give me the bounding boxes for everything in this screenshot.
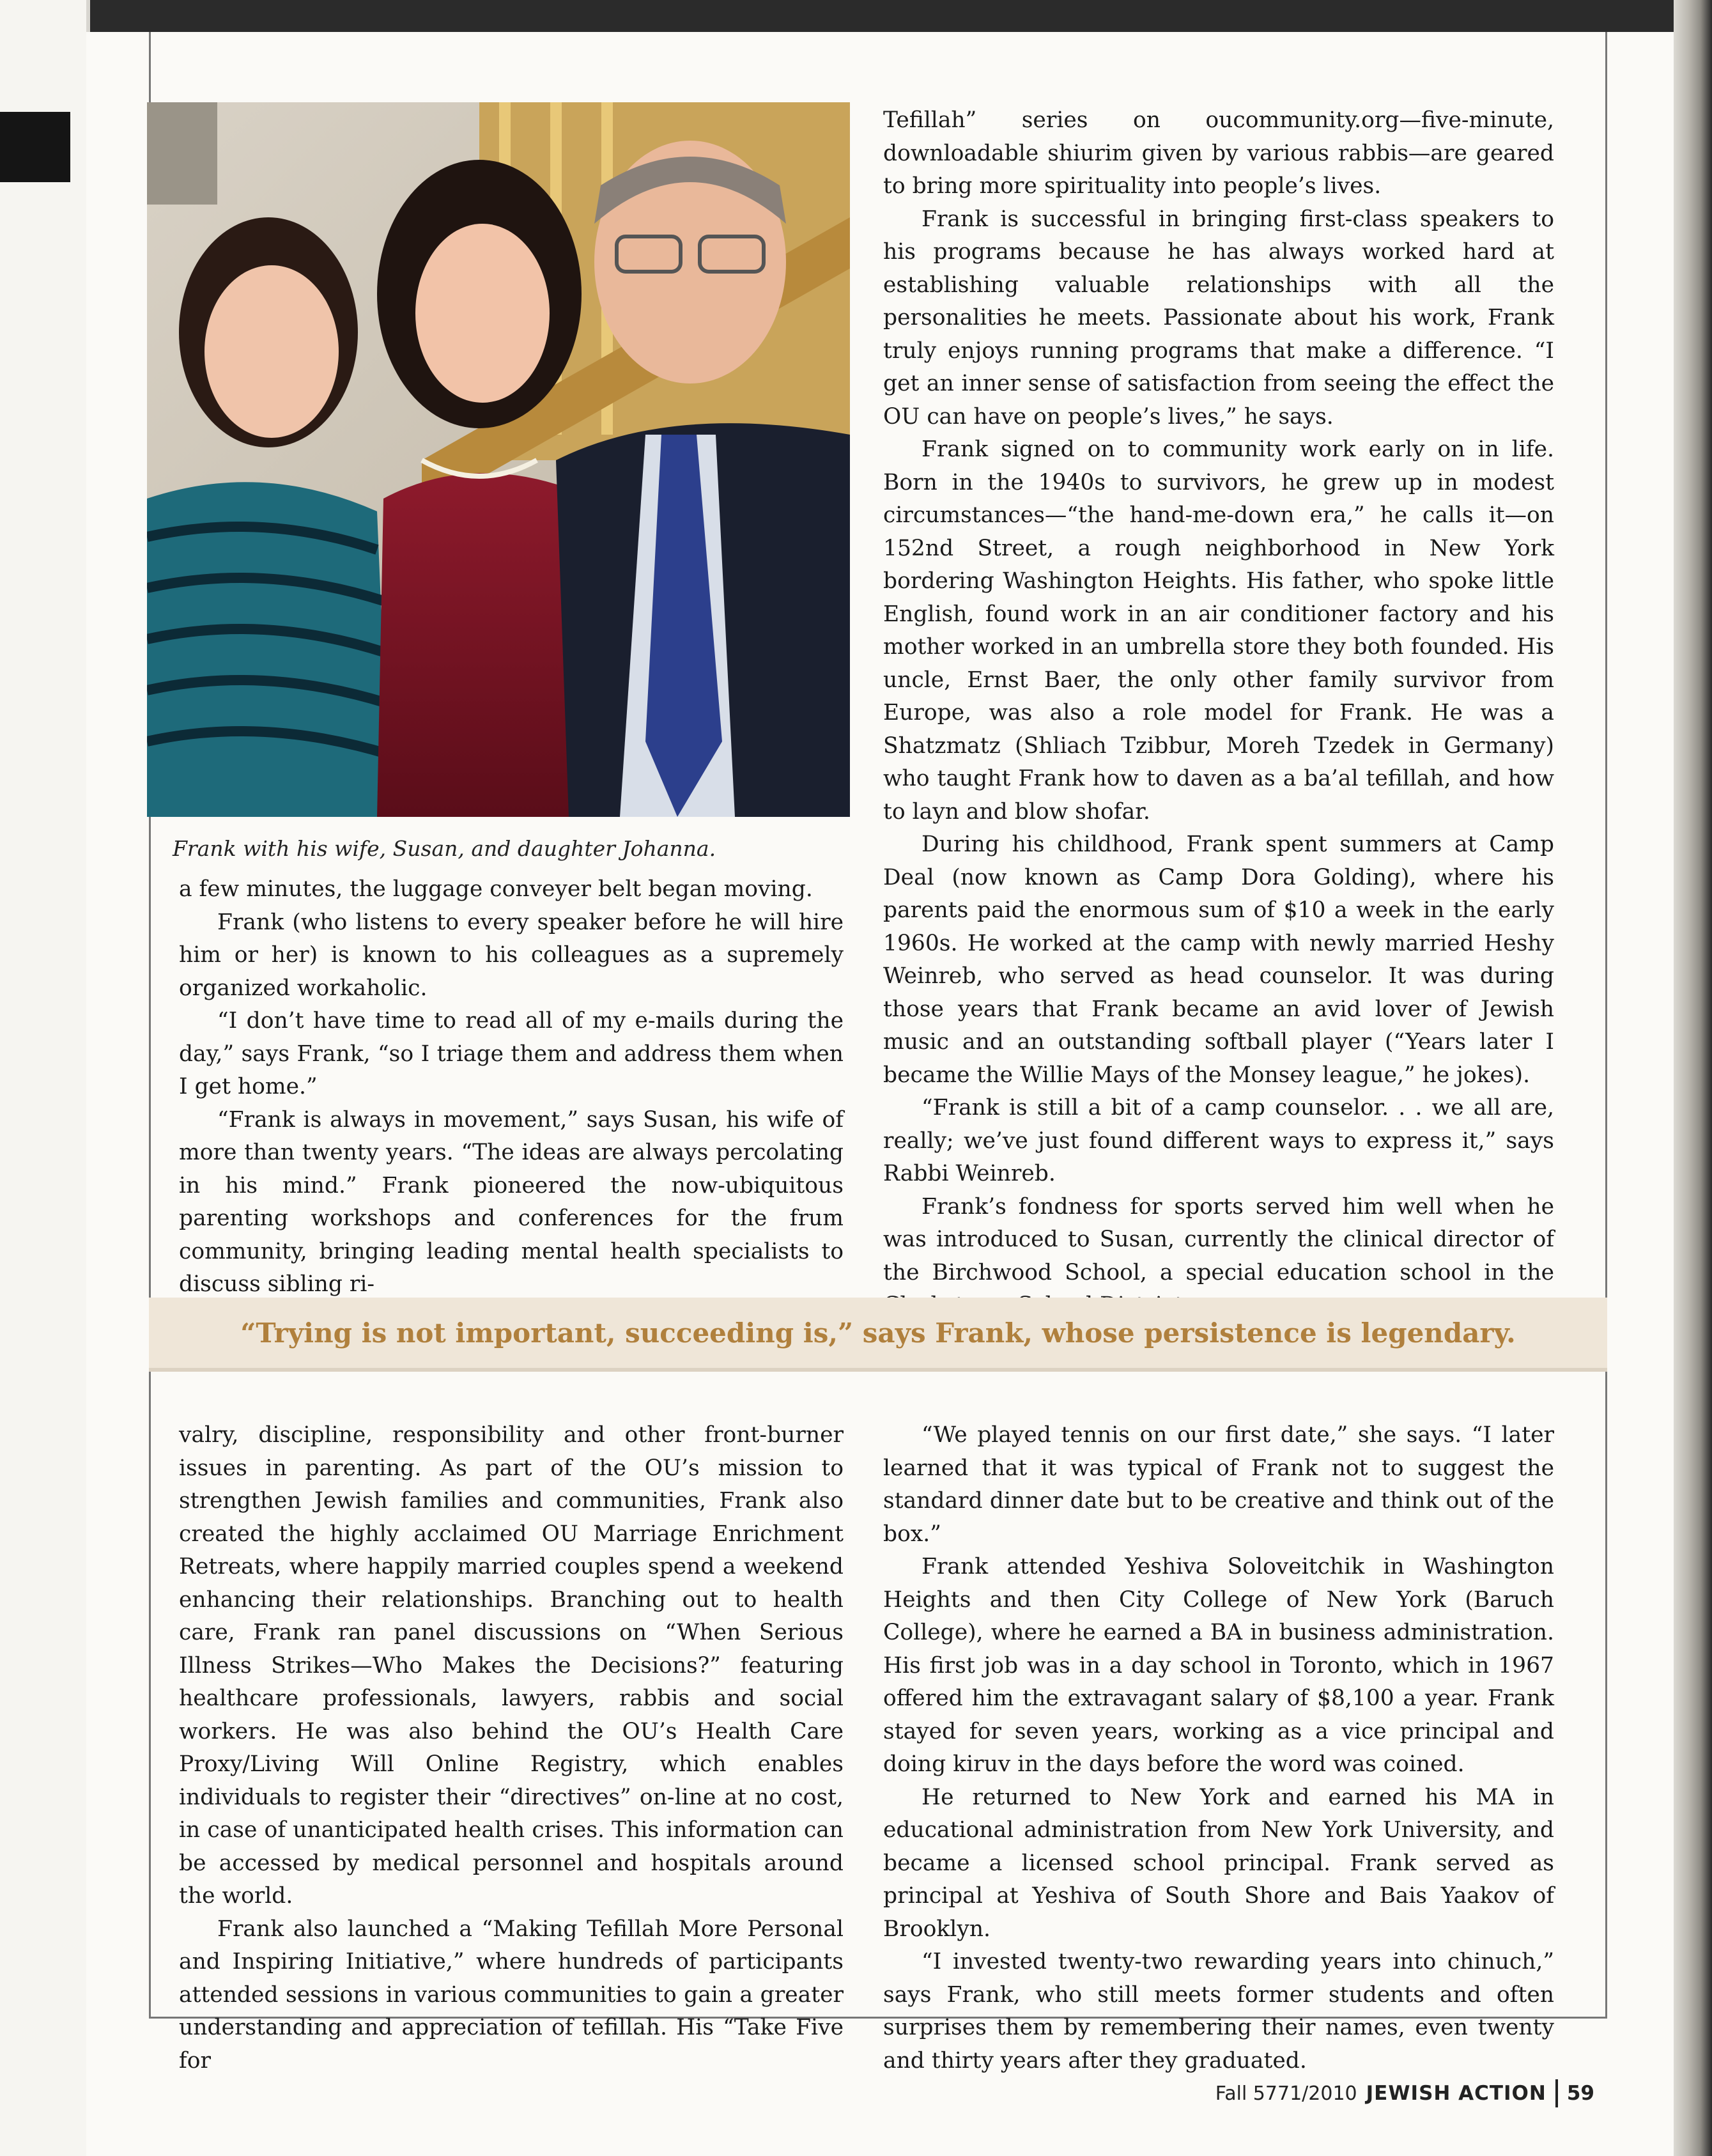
page-footer	[1215, 2077, 1594, 2109]
paragraph: Frank (who listens to every speaker before he will hire him or her) is known to his colleagues as a supremely organized workaholic.	[179, 909, 844, 1001]
column-right-top	[883, 104, 1554, 1322]
paragraph: Tefillah” series on oucommunity.org—five-minute, downloadable shiurim given by various rabbis—are geared to bring more spirituality into people’s lives.	[883, 107, 1554, 199]
photo-caption: Frank with his wife, Susan, and daughter Johanna.	[173, 836, 716, 861]
magazine-page	[86, 32, 1674, 2156]
magazine-name: JEWISH ACTION	[1366, 2082, 1546, 2105]
scan-tab-mark	[0, 112, 70, 182]
page-number: 59	[1566, 2082, 1594, 2105]
family-photo	[147, 102, 850, 817]
footer-divider	[1555, 2079, 1558, 2107]
paragraph: “Frank is still a bit of a camp counselor. . . we all are, really; we’ve just found different ways to express it,” says Rabbi Weinreb.	[883, 1095, 1554, 1186]
scan-left-edge	[0, 0, 90, 2156]
paragraph: valry, discipline, responsibility and other front-burner issues in parenting. As part of the OU’s mission to strengthen Jewish families and communities, Frank also created the highly acclaimed OU Marriage Enrichment Retreats, where happily married couples spend a weekend enhancing their relationships. Branching out to health care, Frank ran panel discussions on “When Serious Illness Strikes—Who Makes the Decisions?” featuring healthcare professionals, lawyers, rabbis and social workers. He was also behind the OU’s Health Care Proxy/Living Will Online Registry, which enables individuals to register their “directives” on-line at no cost, in case of unanticipated health crises. This information can be accessed by medical personnel and hospitals around the world.	[179, 1422, 844, 1909]
paragraph: He returned to New York and earned his MA in educational administration from New York University, and became a licensed school principal. Frank served as principal at Yeshiva of South Shore and Bais Yaakov of Brooklyn.	[883, 1784, 1554, 1942]
paragraph: Frank attended Yeshiva Soloveitchik in Washington Heights and then City College of New York (Baruch College), where he earned a BA in business administration. His first job was in a day school in Toronto, which in 1967 offered him the extravagant salary of $8,100 a year. Frank stayed for seven years, working as a vice principal and doing kiruv in the days before the word was coined.	[883, 1554, 1554, 1777]
paragraph: “We played tennis on our first date,” she says. “I later learned that it was typical of Frank not to suggest the standard dinner date but to be creative and think out of the box.”	[883, 1422, 1554, 1547]
column-right-bottom	[883, 1419, 1554, 2077]
paragraph: During his childhood, Frank spent summers at Camp Deal (now known as Camp Dora Golding), where his parents paid the enormous sum of $10 a week in the early 1960s. He worked at the camp with newly married Heshy Weinreb, who served as head counselor. It was during those years that Frank became an avid lover of Jewish music and an outstanding softball player (“Years later I became the Willie Mays of the Monsey league,” he jokes).	[883, 832, 1554, 1088]
paragraph: “I don’t have time to read all of my e-mails during the day,” says Frank, “so I triage them and address them when I get home.”	[179, 1008, 844, 1099]
paragraph: Frank is successful in bringing first-class speakers to his programs because he has always worked hard at establishing valuable relationships with all the personalities he meets. Passionate about his work, Frank truly enjoys running programs that make a difference. “I get an inner sense of satisfaction from seeing the effect the OU can have on people’s lives,” he says.	[883, 206, 1554, 430]
issue-date: Fall 5771/2010	[1215, 2082, 1357, 2105]
column-left-bottom	[179, 1419, 844, 2077]
paragraph: “Frank is always in movement,” says Susan, his wife of more than twenty years. “The ideas are always percolating in his mind.” Frank pioneered the now-ubiquitous parenting workshops and conferences for the frum community, bringing leading mental health specialists to discuss sibling ri-	[179, 1106, 844, 1297]
pull-quote: “Trying is not important, succeeding is,” says Frank, whose persistence is legendary.	[240, 1317, 1516, 1349]
scan-right-edge	[1674, 0, 1712, 2156]
paragraph: Frank signed on to community work early on in life. Born in the 1940s to survivors, he grew up in modest circumstances—“the hand-me-down era,” he calls it—on 152nd Street, a rough neighborhood in New York bordering Washington Heights. His father, who spoke little English, found work in an air conditioner factory and his mother worked in an umbrella store they both founded. His uncle, Ernst Baer, the only other family survivor from Europe, was also a role model for Frank. He was a Shatzmatz (Shliach Tzibbur, Moreh Tzedek in Germany) who taught Frank how to daven as a ba’al tefillah, and how to layn and blow shofar.	[883, 437, 1554, 825]
paragraph: Frank’s fondness for sports served him well when he was introduced to Susan, currently the clinical director of the Birchwood School, a special education school in the	[883, 1193, 1554, 1285]
paragraph: “I invested twenty-two rewarding years into chinuch,” says Frank, who still meets former students and often surprises them by remembering their names, even twenty and thirty years after they graduated.	[883, 1949, 1554, 2074]
paragraph: Frank also launched a “Making Tefillah More Personal and Inspiring Initiative,” where hundreds of participants attended sessions in various communities to gain a greater understanding and appreciation of tefillah. His “Take Five for	[179, 1916, 844, 2074]
column-left-top	[179, 873, 844, 1301]
pull-quote-band	[149, 1298, 1607, 1372]
family-photo-icon	[147, 102, 850, 817]
paragraph: a few minutes, the luggage conveyer belt began moving.	[179, 876, 813, 902]
